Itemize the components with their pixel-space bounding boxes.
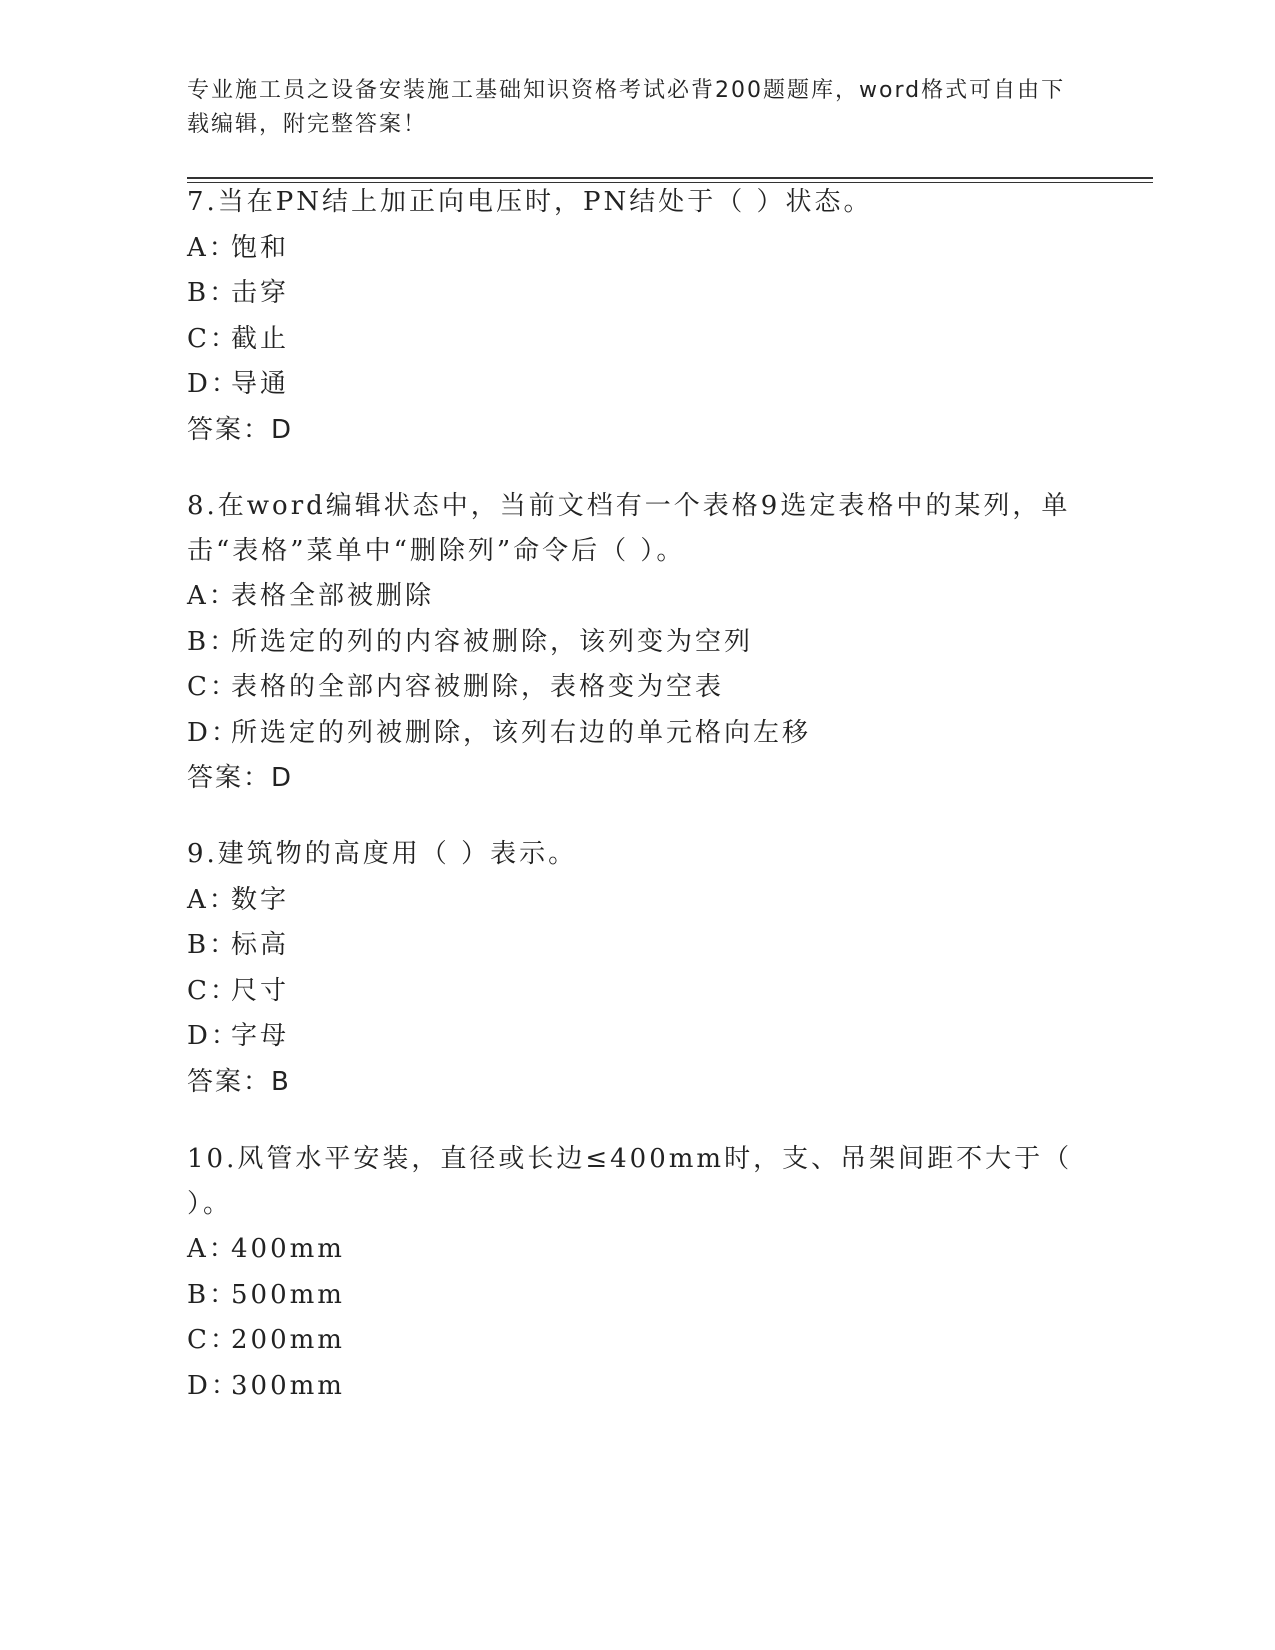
question-8	[187, 484, 1087, 802]
option-text: 表格的全部内容被删除，表格变为空表	[231, 672, 725, 702]
option-text: 标高	[231, 930, 290, 960]
option-d	[187, 1364, 1087, 1410]
option-letter: D：	[187, 1370, 240, 1401]
option-text: 所选定的列被删除，该列右边的单元格向左移	[231, 717, 812, 748]
option-letter: D：	[187, 369, 240, 399]
option-a	[187, 1227, 1087, 1273]
option-text: 击穿	[231, 278, 290, 308]
option-letter: C：	[187, 672, 239, 702]
option-text: 字母	[231, 1021, 290, 1051]
question-stem: 7.当在PN结上加正向电压时，PN结处于（ ）状态。	[187, 187, 873, 217]
option-c	[187, 969, 1087, 1015]
question-10	[187, 1137, 1087, 1409]
option-text: 300mm	[231, 1370, 345, 1401]
option-text: 导通	[231, 369, 290, 399]
option-a	[187, 226, 1087, 272]
option-letter: A：	[187, 1234, 238, 1264]
question-7	[187, 180, 1087, 453]
answer-line: 答案：B	[187, 1066, 291, 1097]
option-letter: A：	[187, 884, 238, 915]
question-stem: 8.在word编辑状态中，当前文档有一个表格9选定表格中的某列，单击“表格”菜单中“删除列”命令后（ ）。	[187, 491, 1071, 566]
option-letter: D：	[187, 717, 240, 748]
question-stem: 10.风管水平安装，直径或长边≤400mm时，支、吊架间距不大于（ ）。	[187, 1144, 1073, 1219]
option-c	[187, 317, 1087, 363]
option-letter: C：	[187, 1325, 239, 1355]
header-divider-thick	[187, 177, 1153, 179]
option-letter: C：	[187, 975, 239, 1006]
option-letter: A：	[187, 581, 238, 611]
option-a	[187, 878, 1087, 924]
document-header-title: 专业施工员之设备安装施工基础知识资格考试必背200题题库，word格式可自由下载编辑，附完整答案！	[187, 78, 1066, 137]
option-letter: B：	[187, 626, 239, 657]
option-letter: B：	[187, 930, 239, 960]
option-text: 尺寸	[231, 975, 290, 1006]
question-9	[187, 832, 1087, 1105]
option-text: 表格全部被删除	[231, 581, 435, 611]
option-text: 饱和	[231, 232, 290, 263]
option-c	[187, 665, 1087, 711]
option-b	[187, 923, 1087, 969]
option-letter: D：	[187, 1021, 240, 1051]
option-a	[187, 574, 1087, 620]
option-d	[187, 362, 1087, 408]
option-text: 所选定的列的内容被删除，该列变为空列	[231, 626, 754, 657]
option-text: 数字	[231, 884, 290, 915]
option-text: 200mm	[231, 1325, 345, 1355]
option-letter: C：	[187, 323, 239, 354]
option-text: 截止	[231, 323, 290, 354]
option-d	[187, 1014, 1087, 1060]
question-stem: 9.建筑物的高度用（ ）表示。	[187, 839, 578, 869]
option-b	[187, 620, 1087, 666]
option-letter: B：	[187, 1279, 239, 1310]
option-b	[187, 1273, 1087, 1319]
option-text: 400mm	[231, 1234, 345, 1264]
option-b	[187, 271, 1087, 317]
answer-line: 答案：D	[187, 414, 294, 445]
option-c	[187, 1318, 1087, 1364]
option-text: 500mm	[231, 1279, 345, 1310]
option-d	[187, 711, 1087, 757]
answer-line: 答案：D	[187, 763, 294, 793]
option-letter: B：	[187, 278, 239, 308]
option-letter: A：	[187, 232, 238, 263]
